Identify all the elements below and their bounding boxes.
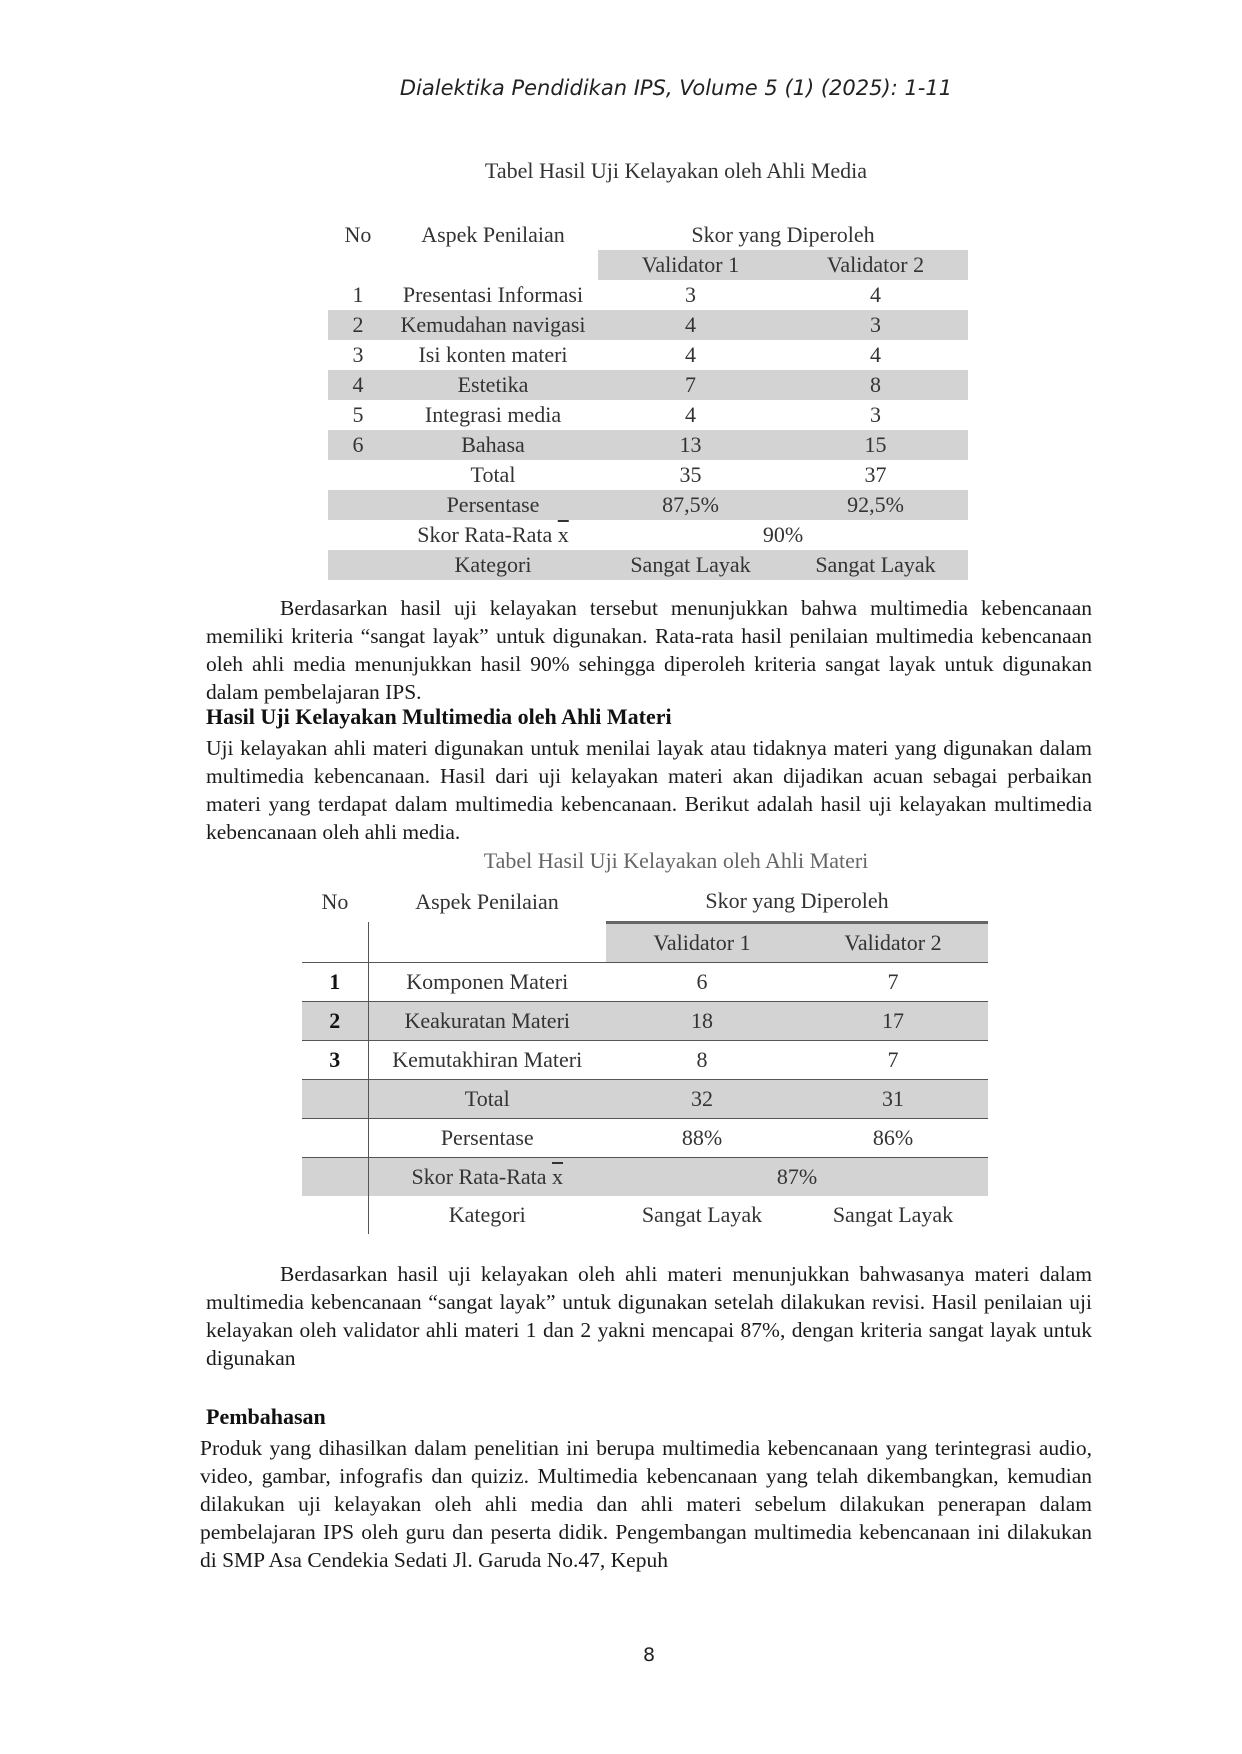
table-row [302, 963, 988, 1002]
rata-row [302, 1158, 988, 1197]
total-v2: 37 [864, 462, 887, 487]
paragraph-4: Produk yang dihasilkan dalam penelitian ini berupa multimedia kebencanaan yang terintegrasi audio, video, gambar, infografis dan quiziz. Multimedia kebencanaan yang telah dikembangkan, kemudian dilakukan uji kelayakan oleh ahli media dan ahli materi sebelum dilakukan penerapan dalam pembelajaran IPS oleh guru dan peserta didik. Pengembangan multimedia kebencanaan ini dilakukan di SMP Asa Cendekia Sedati Jl. Garuda No.47, Kepuh [200, 1436, 1092, 1572]
total-v2: 31 [798, 1080, 988, 1119]
section-heading-materi: Hasil Uji Kelayakan Multimedia oleh Ahli Materi [206, 704, 672, 729]
row-no: 2 [302, 1002, 368, 1041]
row-aspek: Estetika [388, 370, 598, 400]
row-v1: 3 [685, 282, 696, 307]
col-skor-header: Skor yang Diperoleh [691, 222, 875, 247]
row-no: 2 [328, 310, 388, 340]
col-aspek-header: Aspek Penilaian [415, 889, 559, 914]
persen-label: Persentase [388, 490, 598, 520]
table2-caption: Tabel Hasil Uji Kelayakan oleh Ahli Materi [483, 848, 869, 873]
row-v1: 4 [685, 342, 696, 367]
row-no: 5 [352, 402, 364, 427]
table-row [302, 1041, 988, 1080]
table-subheader-row [328, 250, 968, 280]
table-row [328, 430, 968, 460]
table-header-row [302, 882, 988, 922]
table-row [328, 370, 968, 400]
persen-v2: 86% [798, 1119, 988, 1158]
persentase-row [328, 490, 968, 520]
row-aspek: Presentasi Informasi [402, 282, 584, 307]
row-v2: 3 [783, 310, 968, 340]
persen-v1: 88% [606, 1119, 798, 1158]
table-row [328, 280, 968, 310]
kategori-row [302, 1196, 988, 1234]
row-v1: 8 [606, 1041, 798, 1080]
row-aspek: Kemudahan navigasi [388, 310, 598, 340]
rata-label: Skor Rata-Rata [417, 522, 553, 547]
row-v1: 4 [598, 310, 783, 340]
row-v2: 17 [798, 1002, 988, 1041]
persen-v1: 87,5% [598, 490, 783, 520]
row-v1: 13 [598, 430, 783, 460]
paragraph-3: Berdasarkan hasil uji kelayakan oleh ahli materi menunjukkan bahwasanya materi dalam multimedia kebencanaan “sangat layak” untuk digunakan setelah dilakukan revisi. Hasil penilaian uji kelayakan oleh validator ahli materi 1 dan 2 yakni mencapai 87%, dengan kriteria sangat layak untuk digunakan [206, 1262, 1092, 1370]
kategori-row [328, 550, 968, 580]
kategori-v2: Sangat Layak [783, 550, 968, 580]
media-expert-table [328, 220, 968, 580]
journal-header: Dialektika Pendidikan IPS, Volume 5 (1) (2025): 1-11 [399, 76, 953, 100]
persen-v2: 92,5% [783, 490, 968, 520]
total-row [328, 460, 968, 490]
rata-label: Skor Rata-Rata [411, 1164, 547, 1189]
table-row [302, 1002, 988, 1041]
row-v2: 4 [870, 342, 881, 367]
row-v2: 7 [798, 963, 988, 1002]
page-number: 8 [642, 1644, 656, 1666]
row-no: 1 [302, 963, 368, 1002]
table-row [328, 310, 968, 340]
total-row [302, 1080, 988, 1119]
persen-label: Persentase [368, 1119, 606, 1158]
kategori-label: Kategori [388, 550, 598, 580]
row-v1: 18 [606, 1002, 798, 1041]
row-v2: 7 [798, 1041, 988, 1080]
kategori-v2: Sangat Layak [832, 1202, 954, 1227]
row-v1: 6 [606, 963, 798, 1002]
rata-label-cell [388, 520, 598, 550]
col-v2-header: Validator 2 [783, 250, 968, 280]
mean-symbol: $\overline{x}$ [557, 522, 569, 547]
table-header-row [328, 220, 968, 250]
row-no: 1 [352, 282, 364, 307]
materi-expert-table [302, 882, 988, 1234]
col-skor-header: Skor yang Diperoleh [705, 888, 889, 914]
rata-value: 87% [606, 1158, 988, 1197]
kategori-v1: Sangat Layak [598, 550, 783, 580]
row-v1: 7 [598, 370, 783, 400]
table-row [328, 400, 968, 430]
row-v1: 4 [685, 402, 696, 427]
mean-symbol: $\overline{x}$ [552, 1164, 564, 1189]
total-v1: 32 [606, 1080, 798, 1119]
row-v2: 8 [783, 370, 968, 400]
row-aspek: Kemutakhiran Materi [368, 1041, 606, 1080]
row-aspek: Komponen Materi [368, 963, 606, 1002]
row-no: 3 [352, 342, 364, 367]
section-heading-pembahasan: Pembahasan [206, 1404, 326, 1429]
total-label: Total [368, 1080, 606, 1119]
col-v1-header: Validator 1 [606, 922, 798, 963]
col-no-header: No [344, 222, 372, 247]
row-aspek: Isi konten materi [418, 342, 568, 367]
table-subheader-row [302, 922, 988, 963]
row-no: 3 [302, 1041, 368, 1080]
table-row [328, 340, 968, 370]
col-v2-header: Validator 2 [798, 922, 988, 963]
table1-caption: Tabel Hasil Uji Kelayakan oleh Ahli Media [484, 158, 868, 183]
col-v1-header: Validator 1 [598, 250, 783, 280]
paragraph-2: Uji kelayakan ahli materi digunakan untuk menilai layak atau tidaknya materi yang digunakan dalam multimedia kebencanaan. Hasil dari uji kelayakan materi akan dijadikan acuan sebagai perbaikan materi yang terdapat dalam multimedia kebencanaan. Berikut adalah hasil uji kelayakan multimedia kebencanaan oleh ahli media. [206, 736, 1092, 844]
col-no-header: No [321, 889, 349, 914]
rata-value: 90% [762, 522, 804, 547]
total-label: Total [470, 462, 516, 487]
paragraph-1: Berdasarkan hasil uji kelayakan tersebut menunjukkan bahwa multimedia kebencanaan memiliki kriteria “sangat layak” untuk digunakan. Rata-rata hasil penilaian multimedia kebencanaan oleh ahli media menunjukkan hasil 90% sehingga diperoleh kriteria sangat layak untuk digunakan dalam pembelajaran IPS. [206, 596, 1092, 704]
total-v1: 35 [679, 462, 702, 487]
row-aspek: Integrasi media [424, 402, 562, 427]
row-no: 4 [328, 370, 388, 400]
persentase-row [302, 1119, 988, 1158]
row-v2: 3 [870, 402, 881, 427]
row-no: 6 [328, 430, 388, 460]
row-aspek: Keakuratan Materi [368, 1002, 606, 1041]
kategori-label: Kategori [448, 1202, 526, 1227]
kategori-v1: Sangat Layak [641, 1202, 763, 1227]
row-aspek: Bahasa [388, 430, 598, 460]
col-aspek-header: Aspek Penilaian [421, 222, 565, 247]
rata-row [328, 520, 968, 550]
row-v2: 15 [783, 430, 968, 460]
row-v2: 4 [870, 282, 881, 307]
rata-label-cell [368, 1158, 606, 1197]
